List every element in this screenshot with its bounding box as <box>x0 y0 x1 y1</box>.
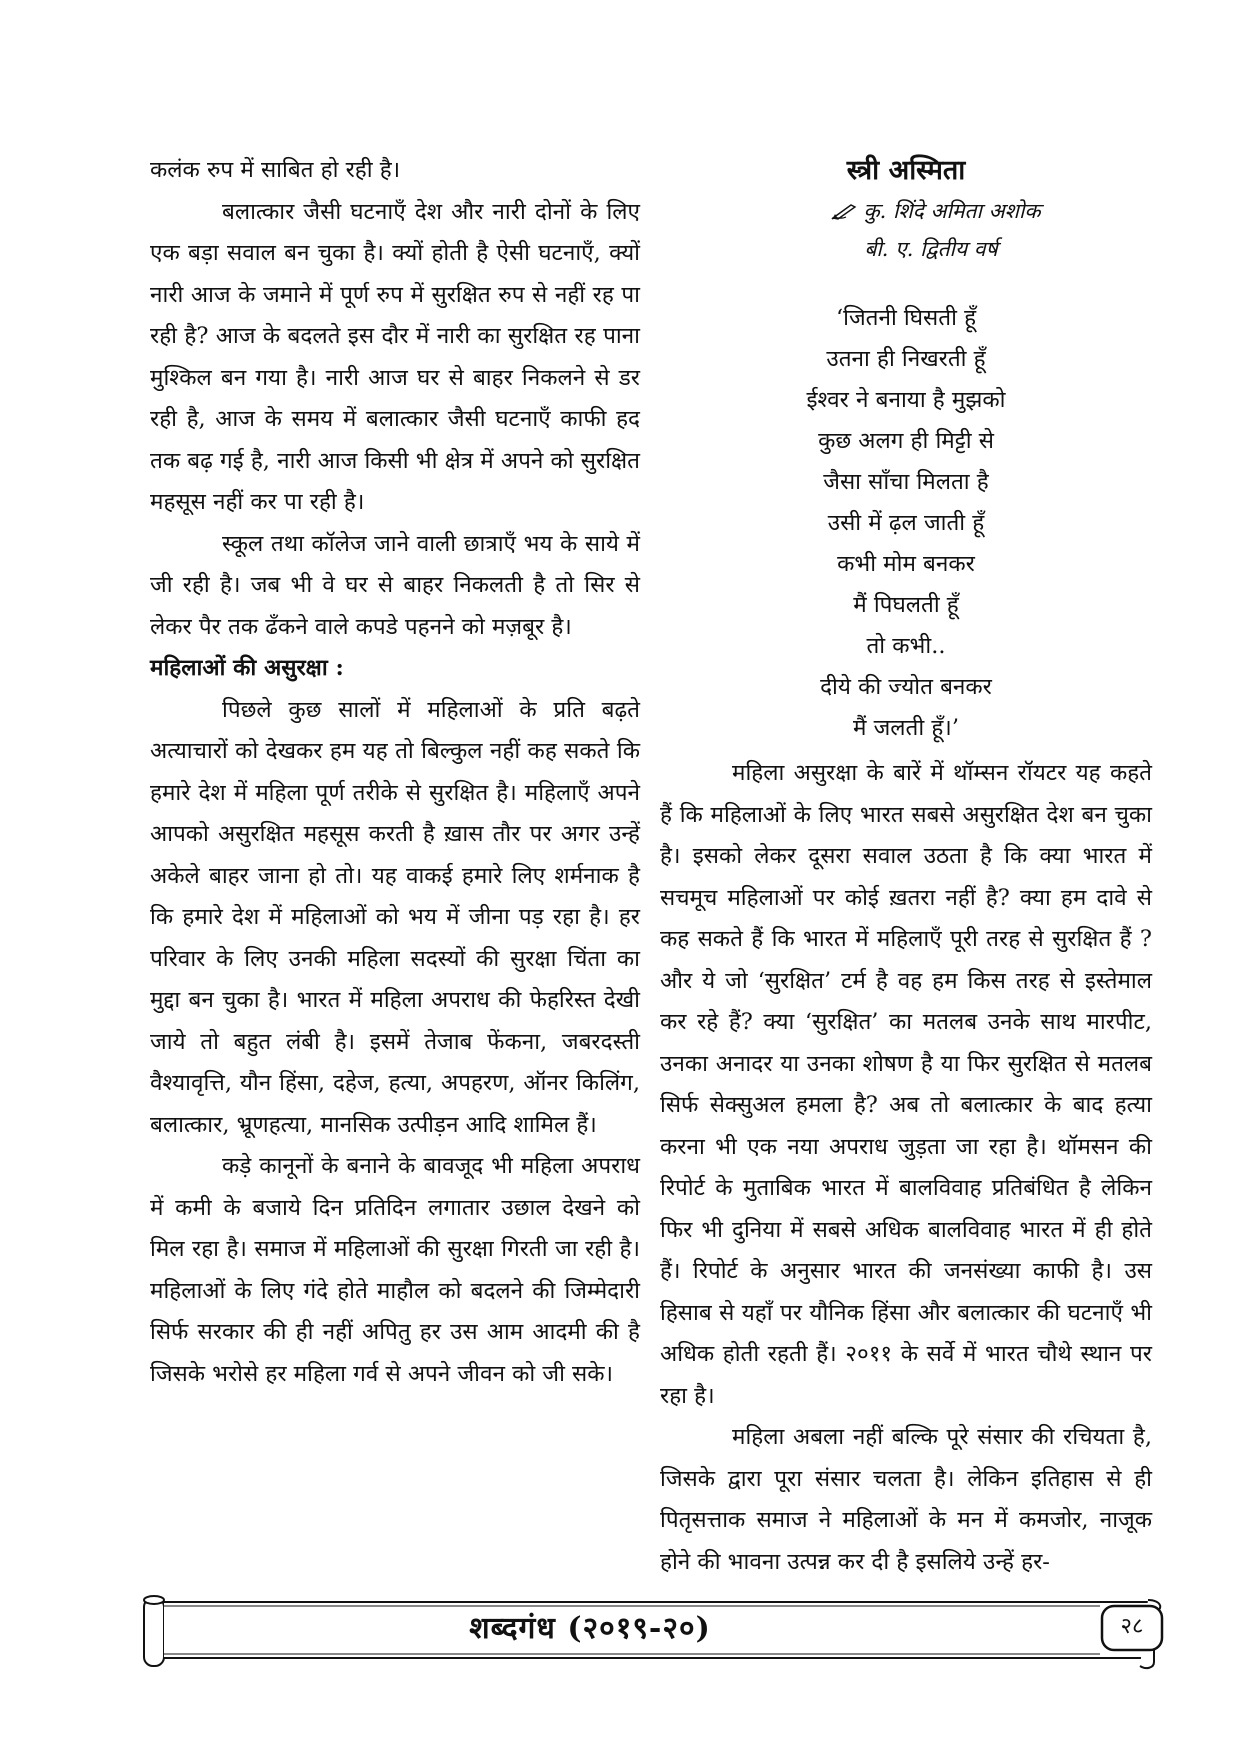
paragraph-continued: कलंक रुप में साबित हो रही है। <box>150 157 401 183</box>
magazine-title: शब्दगंध (२०१९-२०) <box>469 1611 711 1646</box>
poem-line: तो कभी.. <box>866 633 946 659</box>
author-line <box>660 192 1152 230</box>
poem-line: उतना ही निखरती हूँ <box>826 346 986 372</box>
poem-line: ‘जितनी घिसती हूँ <box>835 305 977 331</box>
paragraph-6: महिला अबला नहीं बल्कि पूरे संसार की रचियता है, जिसके द्वारा पूरा संसार चलता है। लेकिन इतिहास से ही पितृसत्ताक समाज ने महिलाओं के मन में कमजोर, नाजूक होने की भावना उत्पन्न कर दी है इसलिये उन्हें हर- <box>660 1424 1152 1575</box>
poem-title: स्त्री अस्मिता <box>846 155 966 186</box>
paragraph-3: पिछले कुछ सालों में महिलाओं के प्रति बढ़ते अत्याचारों को देखकर हम यह तो बिल्कुल नहीं कह सकते कि हमारे देश में महिला पूर्ण तरीके से सुरक्षित है। महिलाएँ अपने आपको असुरक्षित महसूस करती है ख़ास तौर पर अगर उन्हें अकेले बाहर जाना हो तो। यह वाकई हमारे लिए शर्मनाक है कि हमारे देश में महिलाओं को भय में जीना पड़ रहा है। हर परिवार के लिए उनकी महिला सदस्यों की सुरक्षा चिंता का मुद्दा बन चुका है। भारत में महिला अपराध की फेहरिस्त देखी जाये तो बहुत लंबी है। इसमें तेजाब फेंकना, जबरदस्ती वैश्यावृत्ति, यौन हिंसा, दहेज, हत्या, अपहरण, ऑनर किलिंग, बलात्कार, भ्रूणहत्या, मानसिक उत्पीड़न आदि शामिल हैं। <box>150 696 640 1138</box>
pen-icon <box>831 202 857 220</box>
poem-line: उसी में ढ़ल जाती हूँ <box>827 510 985 536</box>
poem-line: कुछ अलग ही मिट्टी से <box>818 428 994 454</box>
poem-line: दीये की ज्योत बनकर <box>820 674 992 700</box>
paragraph-4: कड़े कानूनों के बनाने के बावजूद भी महिला अपराध में कमी के बजाये दिन प्रतिदिन लगातार उछाल देखने को मिल रहा है। समाज में महिलाओं की सुरक्षा गिरती जा रही है। महिलाओं के लिए गंदे होते माहौल को बदलने की जिम्मेदारी सिर्फ सरकार की ही नहीं अपितु हर उस आम आदमी की है जिसके भरोसे हर महिला गर्व से अपने जीवन को जी सके। <box>150 1153 640 1387</box>
poem-line: मैं जलती हूँ।’ <box>853 715 959 741</box>
page-number: २८ <box>1120 1614 1144 1639</box>
poem-header <box>660 150 1152 268</box>
paragraph-1: बलात्कार जैसी घटनाएँ देश और नारी दोनों के लिए एक बड़ा सवाल बन चुका है। क्यों होती है ऐसी घटनाएँ, क्यों नारी आज के जमाने में पूर्ण रुप में सुरक्षित रुप से नहीं रह पा रही है? आज के बदलते इस दौर में नारी का सुरक्षित रह पाना मुश्किल बन गया है। नारी आज घर से बाहर निकलने से डर रही है, आज के समय में बलात्कार जैसी घटनाएँ काफी हद तक बढ़ गई है, नारी आज किसी भी क्षेत्र में अपने को सुरक्षित महसूस नहीं कर पा रही है। <box>150 198 640 515</box>
poem-line: कभी मोम बनकर <box>837 551 975 577</box>
poem <box>660 298 1152 749</box>
poem-line: मैं पिघलती हूँ <box>853 592 959 618</box>
paragraph-5: महिला असुरक्षा के बारें में थॉम्सन रॉयटर यह कहते हैं कि महिलाओं के लिए भारत सबसे असुरक्षित देश बन चुका है। इसको लेकर दूसरा सवाल उठता है कि क्या भारत में सचमूच महिलाओं पर कोई ख़तरा नहीं है? क्या हम दावे से कह सकते हैं कि भारत में महिलाएँ पूरी तरह से सुरक्षित हैं ? और ये जो ‘सुरक्षित’ टर्म है वह हम किस तरह से इस्तेमाल कर रहे हैं? क्या ‘सुरक्षित’ का मतलब उनके साथ मारपीट, उनका अनादर या उनका शोषण है या फिर सुरक्षित से मतलब सिर्फ सेक्सुअल हमला है? अब तो बलात्कार के बाद हत्या करना भी एक नया अपराध जुड़ता जा रहा है। थॉमसन की रिपोर्ट के मुताबिक भारत में बालविवाह प्रतिबंधित है लेकिन फिर भी दुनिया में सबसे अधिक बालविवाह भारत में ही होते हैं। रिपोर्ट के अनुसार भारत की जनसंख्या काफी है। उस हिसाब से यहाँ पर यौनिक हिंसा और बलात्कार की घटनाएँ भी अधिक होती रहती हैं। २०११ के सर्वे में भारत चौथे स्थान पर रहा है। <box>660 760 1152 1409</box>
class-year: बी. ए. द्वितीय वर्ष <box>864 237 998 261</box>
poem-line: जैसा साँचा मिलता है <box>823 469 989 495</box>
footer-banner <box>140 1592 1170 1672</box>
poem-line: ईश्वर ने बनाया है मुझको <box>806 387 1006 413</box>
paragraph-2: स्कूल तथा कॉलेज जाने वाली छात्राएँ भय के साये में जी रही है। जब भी वे घर से बाहर निकलती है तो सिर से लेकर पैर तक ढँकने वाले कपडे पहनने को मज़बूर है। <box>150 530 640 640</box>
left-column <box>150 150 640 1395</box>
author-name: कु. शिंदे अमिता अशोक <box>863 199 1041 223</box>
right-column <box>660 150 1152 1583</box>
section-subheading: महिलाओं की असुरक्षा : <box>150 655 344 681</box>
